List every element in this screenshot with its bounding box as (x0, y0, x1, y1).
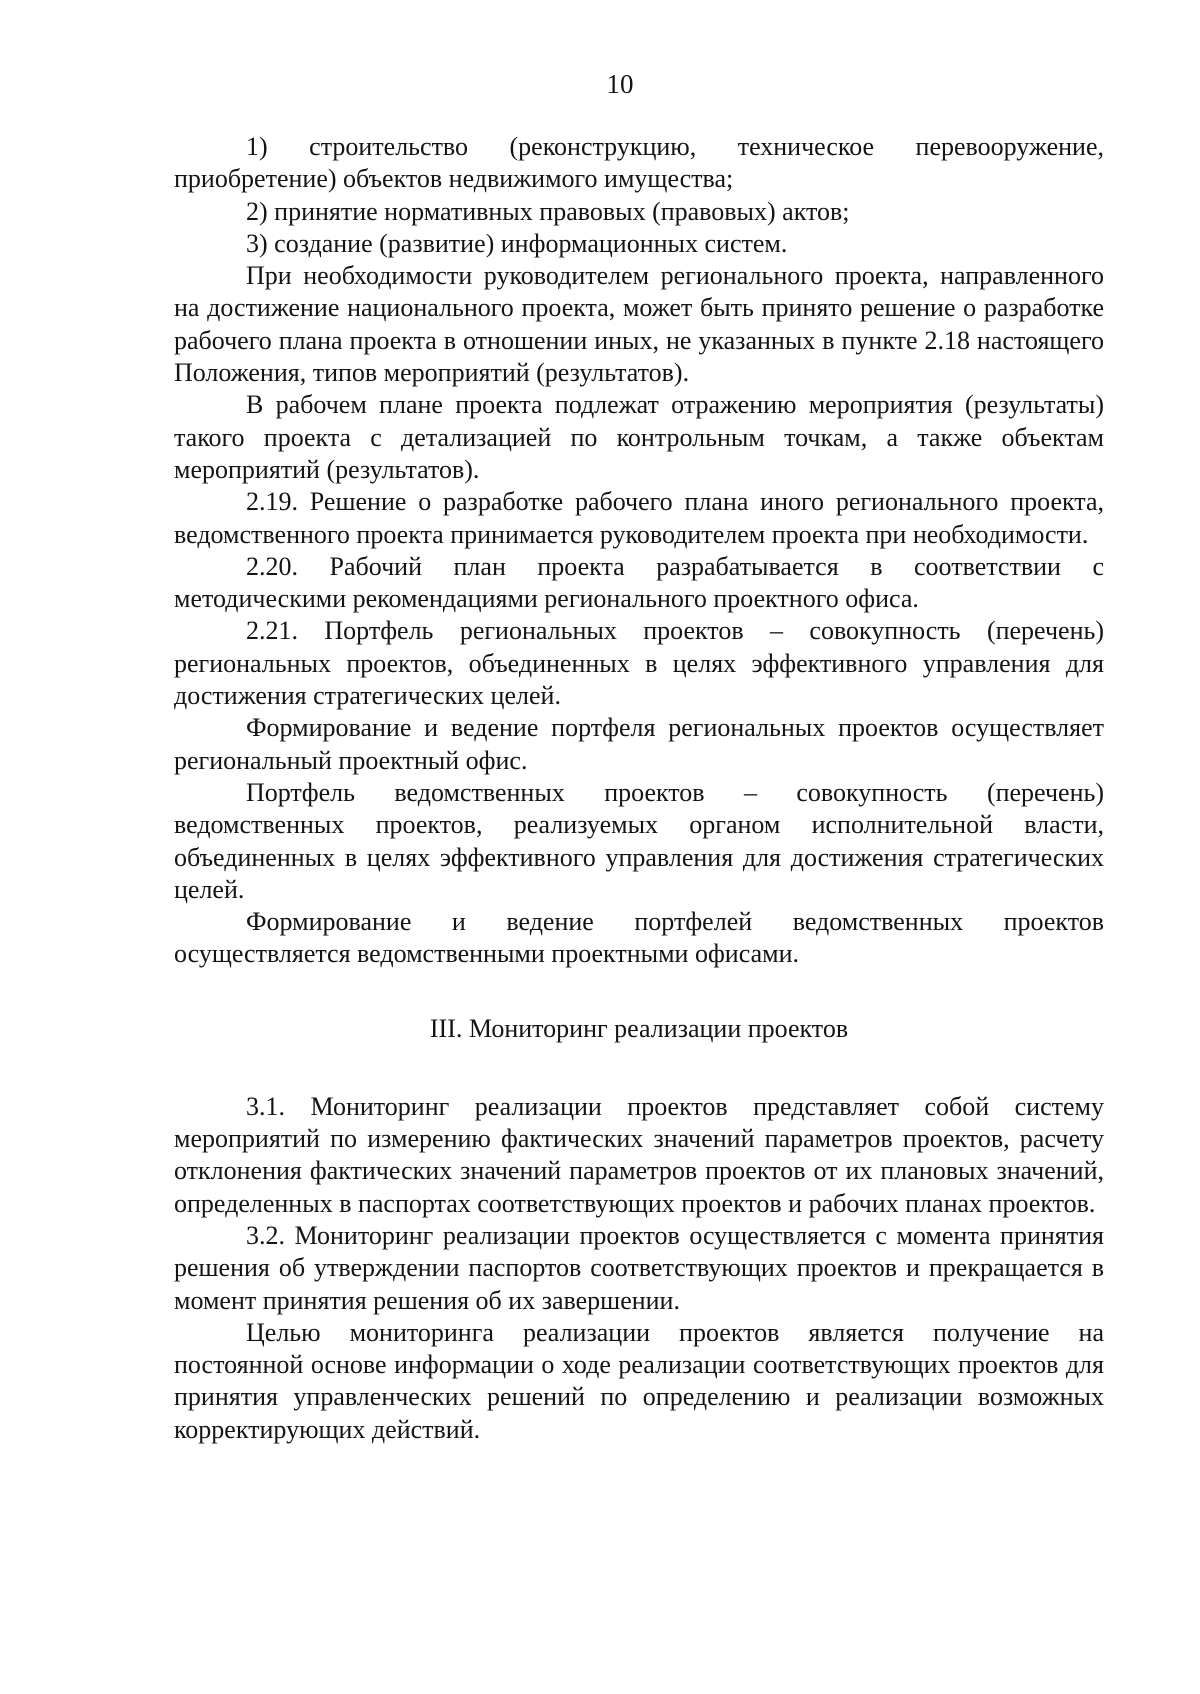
paragraph-departmental-portfolio-formation: Формирование и ведение портфелей ведомственных проектов осуществляется ведомственными проектными офисами. (174, 907, 1104, 969)
paragraph-item-2-legal-acts: 2) принятие нормативных правовых (правовых) актов; (246, 196, 850, 226)
section-heading: III. Мониторинг реализации проектов (429, 1013, 849, 1043)
paragraph-item-3-information-systems: 3) создание (развитие) информационных систем. (246, 228, 788, 258)
paragraph-monitoring-goal: Целью мониторинга реализации проектов является получение на постоянной основе информации о ходе реализации соответствующих проектов для принятия управленческих решений по определению и реализации возможных корректирующих действий. (174, 1317, 1104, 1444)
paragraph-3-1: 3.1. Мониторинг реализации проектов представляет собой систему мероприятий по измерению фактических значений параметров проектов, расчету отклонения фактических значений параметров проектов от их плановых значений, определенных в паспортах соответствующих проектов и рабочих планах проектов. (174, 1091, 1104, 1218)
page-number: 10 (606, 69, 634, 99)
paragraph-work-plan-reflection: В рабочем плане проекта подлежат отражению мероприятия (результаты) такого проекта с детализацией по контрольным точкам, а также объектам мероприятий (результатов). (174, 390, 1104, 484)
paragraph-2-21: 2.21. Портфель региональных проектов – совокупность (перечень) региональных проектов, объединенных в целях эффективного управления для достижения стратегических целей. (174, 616, 1104, 711)
paragraph-2-20: 2.20. Рабочий план проекта разрабатывается в соответствии с методическими рекомендациями регионального проектного офиса. (174, 551, 1104, 614)
paragraph-regional-portfolio-formation: Формирование и ведение портфеля региональных проектов осуществляет региональный проектный офис. (174, 713, 1104, 775)
paragraph-2-19: 2.19. Решение о разработке рабочего плана иного регионального проекта, ведомственного проекта принимается руководителем проекта при необходимости. (174, 487, 1104, 549)
paragraph-other-types: При необходимости руководителем регионального проекта, направленного на достижение национального проекта, может быть принято решение о разработке рабочего плана проекта в отношении иных, не указанных в пункте 2.18 настоящего Положения, типов мероприятий (результатов). (174, 261, 1104, 388)
paragraph-departmental-portfolio: Портфель ведомственных проектов – совокупность (перечень) ведомственных проектов, реализуемых органом исполнительной власти, объединенных в целях эффективного управления для достижения стратегических целей. (174, 777, 1104, 904)
paragraph-3-2: 3.2. Мониторинг реализации проектов осуществляется с момента принятия решения об утверждении паспортов соответствующих проектов и прекращается в момент принятия решения об их завершении. (174, 1220, 1104, 1315)
paragraph-item-1-construction: 1) строительство (реконструкцию, техническое перевооружение, приобретение) объектов недвижимого имущества; (174, 132, 1104, 194)
document-body (174, 131, 1104, 1446)
